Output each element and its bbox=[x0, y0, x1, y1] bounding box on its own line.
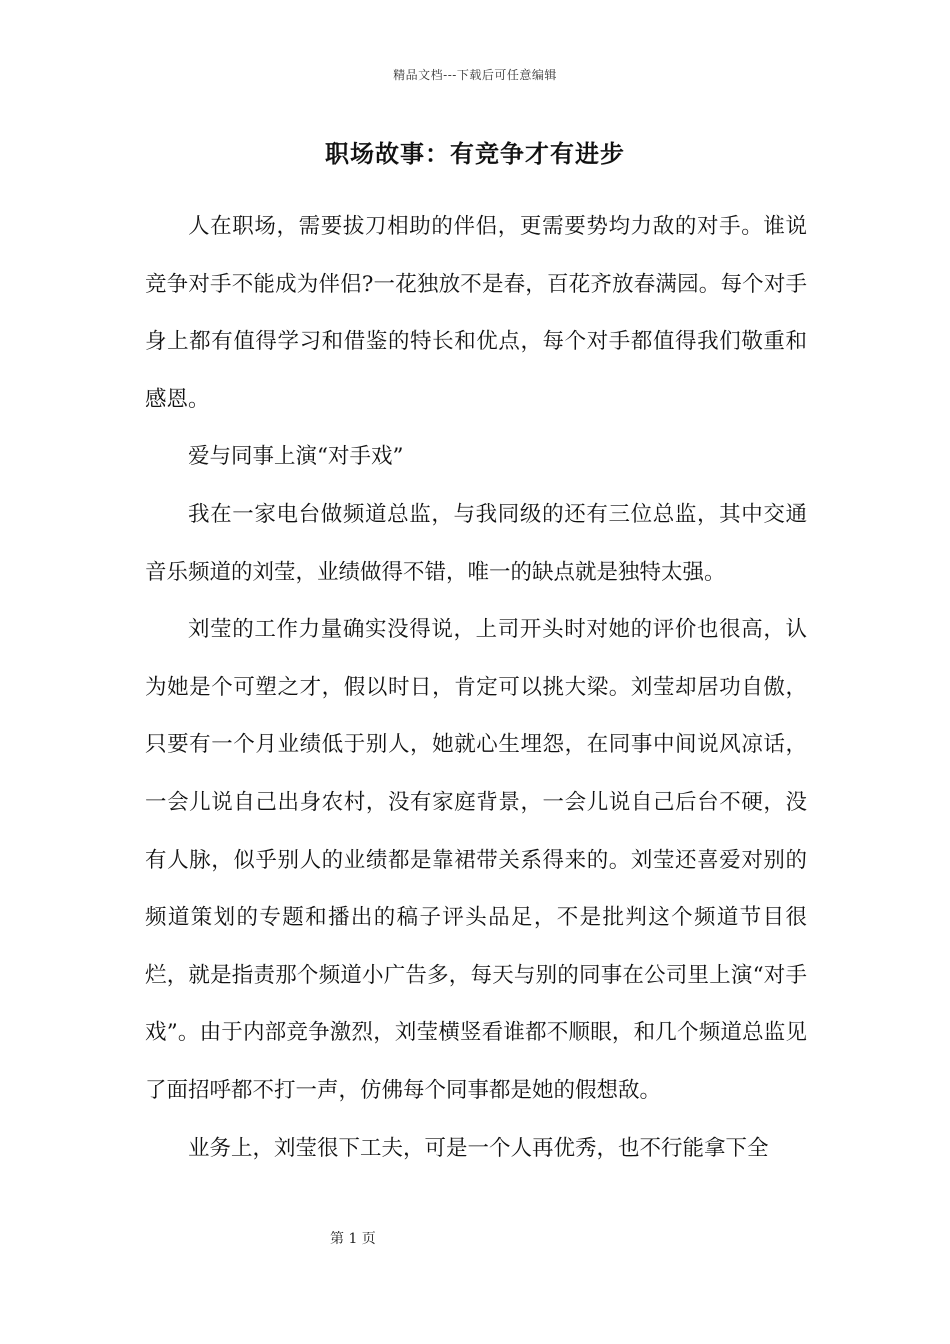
paragraph-job: 我在一家电台做频道总监，与我同级的还有三位总监，其中交通音乐频道的刘莹，业绩做得不错，唯一的缺点就是独特太强。 bbox=[145, 501, 807, 585]
paragraph-intro: 人在职场，需要拔刀相助的伴侣，更需要势均力敌的对手。谁说竞争对手不能成为伴侣?一花独放不是春，百花齐放春满园。每个对手身上都有值得学习和借鉴的特长和优点，每个对手都值得我们敬重和感恩。 bbox=[145, 214, 807, 412]
page-number: 第 1 页 bbox=[330, 1231, 376, 1247]
page-header: 精品文档---下载后可任意编辑 bbox=[393, 68, 557, 82]
paragraph-business: 业务上，刘莹很下工夫，可是一个人再优秀，也不行能拿下全 bbox=[188, 1135, 769, 1161]
paragraph-liuying: 刘莹的工作力量确实没得说，上司开头时对她的评价也很高，认为她是个可塑之才，假以时日，肯定可以挑大梁。刘莹却居功自傲，只要有一个月业绩低于别人，她就心生埋怨，在同事中间说风凉话，一会儿说自己出身农村，没有家庭背景，一会儿说自己后台不硬，没有人脉，似乎别人的业绩都是靠裙带关系得来的。刘莹还喜爱对别的频道策划的专题和播出的稿子评头品足，不是批判这个频道节目很烂，就是指责那个频道小广告多，每天与别的同事在公司里上演“对手戏”。由于内部竞争激烈，刘莹横竖看谁都不顺眼，和几个频道总监见了面招呼都不打一声，仿佛每个同事都是她的假想敌。 bbox=[145, 617, 807, 1103]
section-heading: 爱与同事上演“对手戏” bbox=[188, 444, 404, 470]
document-body bbox=[145, 198, 807, 1177]
document-title: 职场故事：有竞争才有进步 bbox=[325, 139, 625, 168]
